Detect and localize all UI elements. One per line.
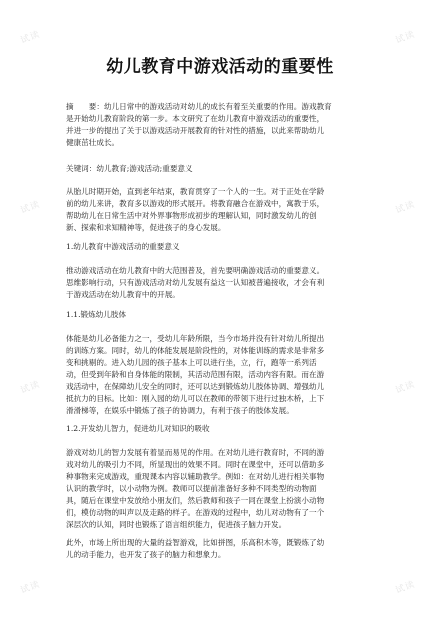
paragraph-line: 帮助幼儿在日常生活中对外界事物形成初步的理解认知，同时激发幼儿的创: [66, 211, 317, 220]
paragraph-line: 新、探索和求知精神等，促进孩子的身心发展。: [66, 223, 226, 232]
paragraph-line: 滑滑梯等，在娱乐中锻炼了孩子的协调力，有利于孩子的肢体发展。: [66, 406, 294, 415]
abstract-line: 摘 要：幼儿日常中的游戏活动对幼儿的成长有着至关重要的作用。游戏教育: [66, 102, 332, 111]
paragraph-line: 戏活动中，在保障幼儿安全的同时，还可以达到锻炼幼儿肢体协调、增强幼儿: [66, 382, 325, 391]
abstract: [66, 101, 372, 149]
paragraph-line: 戏对幼儿的吸引力不同，所显现出的效果不同。同时在课堂中，还可以借助多: [66, 460, 325, 469]
paragraph-line: 游戏对幼儿的智力发展有着显而易见的作用。在对幼儿进行教育时，不同的游: [66, 448, 325, 457]
paragraph-line: 儿的动手能力，也开发了孩子的脑力和想象力。: [66, 550, 226, 559]
paragraph-line: 思维影响行动，只有游戏活动对幼儿发展有益这一认知被普遍接收，才会有利: [66, 278, 325, 287]
watermark: 试读: [394, 579, 417, 597]
watermark: 试读: [394, 199, 417, 217]
section-1-1-body: [66, 333, 372, 417]
paragraph-line: 具，随后在课堂中发放给小朋友们，然后教师和孩子一同在课堂上扮演小动物: [66, 496, 325, 505]
section-1-1-heading: [66, 309, 372, 321]
abstract-line: 健康茁壮成长。: [66, 138, 120, 147]
paragraph-line: 种事物来完成游戏，重现课本内容以辅助教学。例如：在对幼儿进行相关事物: [66, 472, 325, 481]
paragraph-line: 认识的教学时，以小动物为例。教师可以提前准备好多种不同类型的动物面: [66, 484, 317, 493]
paragraph-line: 前的幼儿来讲，教育多以游戏的形式展开。将教育融合在游戏中，寓教于乐，: [66, 199, 325, 208]
keywords-line: 关键词：幼儿教育;游戏活动;重要意义: [66, 164, 193, 173]
watermark: 试读: [394, 379, 417, 397]
document-title: 幼儿教育中游戏活动的重要性: [106, 57, 334, 77]
paragraph-line: 动，但受到年龄和自身体能的限制，其活动范围有限，活动内容有限。而在游: [66, 370, 325, 379]
watermark: 试读: [19, 199, 42, 217]
heading-text: 1.2.开发幼儿智力，促进幼儿对知识的吸收: [66, 424, 210, 433]
paragraph-line: 推动游戏活动在幼儿教育中的大范围普及，首先要明确游戏活动的重要意义。: [66, 266, 325, 275]
paragraph-line: 们，模仿动物的叫声以及走路的样子。在游戏的过程中，幼儿对动物有了一个: [66, 508, 325, 517]
section-1-body: [66, 265, 372, 301]
closing-paragraph: [66, 537, 372, 561]
heading-text: 1.1.锻炼幼儿肢体: [66, 310, 127, 319]
heading-text: 1.幼儿教育中游戏活动的重要意义: [66, 242, 180, 251]
section-1-2-heading: [66, 423, 372, 435]
paragraph-line: 深层次的认知，同时也锻炼了语言组织能力，促进孩子脑力开发。: [66, 520, 287, 529]
watermark: 试读: [394, 29, 417, 47]
watermark: 试读: [19, 579, 42, 597]
watermark: 试读: [19, 379, 42, 397]
abstract-line: 并进一步的提出了关于以游戏活动开展教育的针对性的措施，以此来帮助幼儿: [66, 126, 325, 135]
section-1-heading: [66, 241, 372, 253]
keywords: [66, 163, 372, 175]
paragraph-line: 此外，市场上所出现的大量的益智游戏，比如拼图，乐高积木等，既锻炼了幼: [66, 538, 325, 547]
paragraph-line: 抵抗力的目标。比如：刚入园的幼儿可以在教师的带领下进行过独木桥，上下: [66, 394, 325, 403]
paragraph-line: 体能是幼儿必备能力之一，受幼儿年龄所限，当今市场并没有针对幼儿所提出: [66, 334, 325, 343]
paragraph-line: 的训练方案。同时，幼儿的体能发展是阶段性的，对体能训练的需求是非常多: [66, 346, 325, 355]
paragraph-line: 变和挑剔的。进入幼儿园的孩子基本上可以进行坐，立，行，跑等一系列活: [66, 358, 317, 367]
watermark: 试读: [19, 29, 42, 47]
abstract-line: 是开始幼儿教育阶段的第一步。本文研究了在幼儿教育中游戏活动的重要性，: [66, 114, 325, 123]
section-1-2-body: [66, 447, 372, 531]
paragraph-line: 从胎儿时期开始，直到老年结束，教育贯穿了一个人的一生。对于正处在学龄: [66, 187, 325, 196]
intro-paragraph: [66, 186, 372, 234]
paragraph-line: 于游戏活动在幼儿教育中的开展。: [66, 290, 180, 299]
